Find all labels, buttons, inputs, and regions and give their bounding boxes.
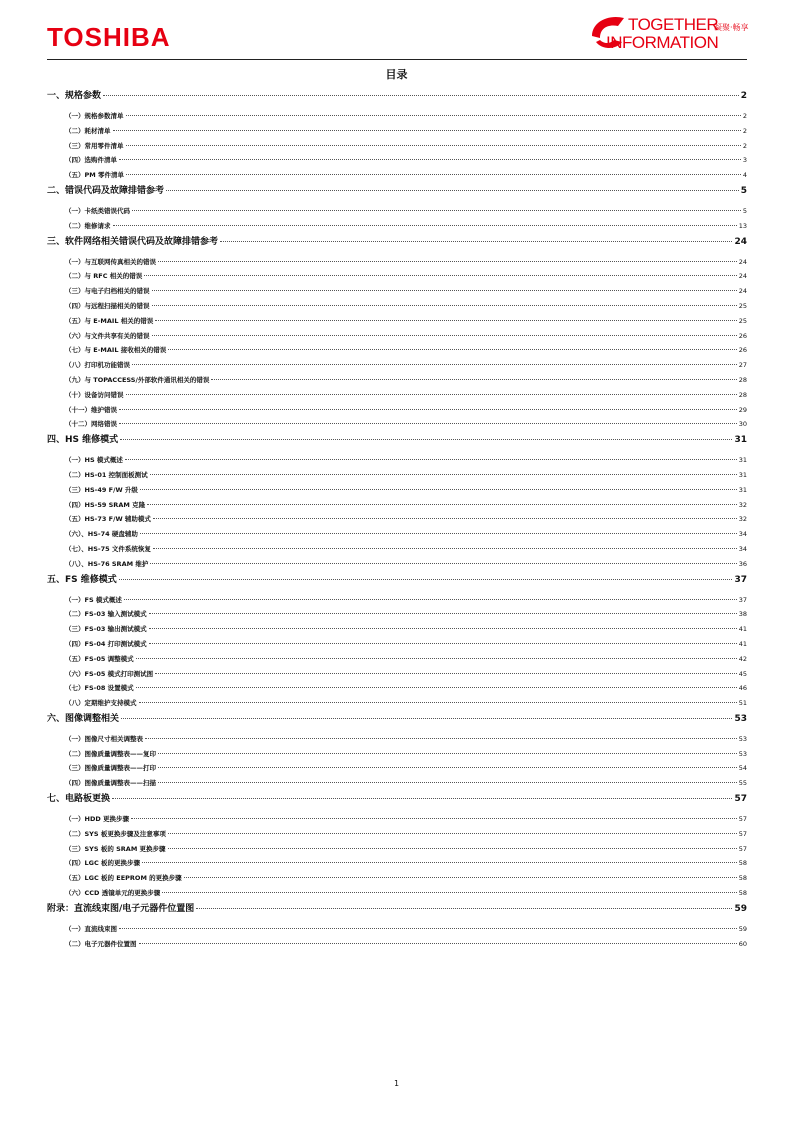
- dot-leader: [152, 335, 737, 336]
- together-text: TOGETHER: [628, 15, 719, 34]
- toc-entry[interactable]: [47, 827, 747, 842]
- dot-leader: [103, 95, 739, 96]
- toc-section[interactable]: [47, 433, 747, 447]
- toc-entry-page: 58: [738, 889, 747, 898]
- toc-entry-page: 51: [738, 699, 747, 708]
- toc-entry[interactable]: [47, 842, 747, 857]
- toc-entry[interactable]: [47, 761, 747, 776]
- dot-leader: [162, 892, 737, 893]
- dot-leader: [211, 379, 736, 380]
- toc-section[interactable]: [47, 573, 747, 587]
- toc-entry-page: 36: [738, 559, 747, 568]
- dot-leader: [168, 848, 737, 849]
- toc-entry-label: （四）与远程扫描相关的错误: [65, 301, 150, 310]
- toc-entry[interactable]: [47, 168, 747, 183]
- dot-leader: [168, 349, 736, 350]
- dot-leader: [149, 628, 737, 629]
- toc-entry-page: 45: [738, 669, 747, 678]
- toc-entry-page: 24: [738, 287, 747, 296]
- toc-entry-page: 34: [738, 530, 747, 539]
- toc-entry-label: （一）FS 模式概述: [65, 595, 122, 604]
- toc-entry[interactable]: [47, 527, 747, 542]
- toc-entry-label: （八）、HS-76 SRAM 维护: [65, 559, 149, 568]
- toc-entry[interactable]: [47, 124, 747, 139]
- toc-section-page: 31: [734, 435, 747, 446]
- dot-leader: [149, 613, 737, 614]
- toc-entry-label: （一）规格参数清单: [65, 112, 124, 120]
- toc-entry-page: 42: [738, 654, 747, 663]
- toc-section[interactable]: [47, 235, 747, 249]
- toc-entry-label: （五）HS-73 F/W 辅助模式: [65, 515, 151, 524]
- toc-entry[interactable]: [47, 696, 747, 711]
- toc-entry-page: 26: [738, 331, 747, 340]
- dot-leader: [119, 928, 737, 929]
- table-of-contents: [47, 88, 747, 951]
- toc-section[interactable]: [47, 712, 747, 726]
- dot-leader: [140, 533, 737, 534]
- toc-entry-label: （二）HS-01 控制面板测试: [65, 470, 148, 479]
- toc-entry[interactable]: [47, 314, 747, 329]
- together-cn-text: 凝聚·畅享: [714, 23, 749, 32]
- toc-entry-page: 34: [738, 544, 747, 553]
- toc-entry-label: （十）设备访问错误: [65, 390, 124, 399]
- toc-entry-page: 28: [738, 375, 747, 384]
- toc-entry-label: （二）FS-03 输入测试模式: [65, 610, 147, 619]
- toc-entry[interactable]: [47, 871, 747, 886]
- toc-entry-label: （三）SYS 板的 SRAM 更换步骤: [65, 844, 166, 853]
- toc-entry-page: 28: [738, 390, 747, 399]
- toc-entry[interactable]: [47, 776, 747, 791]
- toc-entry-label: （四）图像质量调整表——扫描: [65, 779, 156, 788]
- toc-section-label: 五、FS 维修模式: [47, 574, 117, 585]
- toc-section-label: 一、规格参数: [47, 91, 102, 101]
- toc-entry-page: 58: [738, 874, 747, 883]
- toc-entry-label: （四）LGC 板的更换步骤: [65, 859, 141, 868]
- toc-entry-page: 2: [742, 112, 747, 120]
- toc-entry-label: （六）与文件共享有关的错误: [65, 331, 150, 340]
- toc-entry-label: （六）CCD 透镜单元的更换步骤: [65, 889, 161, 898]
- toc-entry-page: 31: [738, 470, 747, 479]
- toc-entry-page: 32: [738, 500, 747, 509]
- toc-section-page: 59: [734, 903, 747, 914]
- toc-entry-label: （二）耗材清单: [65, 126, 111, 135]
- information-text: INFORMATION: [606, 33, 719, 52]
- toc-entry-page: 38: [738, 610, 747, 619]
- toc-section[interactable]: [47, 902, 747, 916]
- toc-entry-page: 54: [738, 764, 747, 773]
- toc-section-page: 37: [734, 574, 747, 585]
- toc-entry-page: 58: [738, 859, 747, 868]
- dot-leader: [119, 409, 737, 410]
- toc-entry[interactable]: [47, 139, 747, 154]
- toc-section-label: 四、HS 维修模式: [47, 435, 119, 446]
- toc-entry[interactable]: [47, 358, 747, 373]
- dot-leader: [119, 159, 741, 160]
- toc-entry[interactable]: [47, 388, 747, 403]
- dot-leader: [113, 225, 737, 226]
- toc-entry-label: （十二）网络错误: [65, 420, 117, 429]
- toc-entry-label: （四）FS-04 打印测试模式: [65, 639, 147, 648]
- toc-entry-label: （一）HS 模式概述: [65, 456, 123, 465]
- toc-section[interactable]: [47, 792, 747, 806]
- dot-leader: [140, 489, 737, 490]
- dot-leader: [168, 833, 737, 834]
- toc-entry[interactable]: [47, 417, 747, 432]
- dot-leader: [124, 599, 737, 600]
- toc-entry-page: 3: [742, 156, 747, 165]
- toc-entry-label: （一）图像尺寸相关调整表: [65, 734, 143, 743]
- toc-section-page: 2: [740, 91, 747, 101]
- toc-entry-page: 27: [738, 361, 747, 370]
- dot-leader: [126, 115, 741, 116]
- toc-entry[interactable]: [47, 284, 747, 299]
- dot-leader: [152, 305, 737, 306]
- dot-leader: [152, 290, 737, 291]
- toc-entry[interactable]: [47, 681, 747, 696]
- toc-entry[interactable]: [47, 856, 747, 871]
- toc-entry[interactable]: [47, 343, 747, 358]
- toc-entry-label: （七）FS-08 设置模式: [65, 684, 134, 693]
- toc-entry-page: 4: [742, 171, 747, 180]
- dot-leader: [126, 174, 741, 175]
- toc-entry-page: 31: [738, 485, 747, 494]
- toc-entry-page: 26: [738, 346, 747, 355]
- toc-entry[interactable]: [47, 269, 747, 284]
- toc-entry-label: （七）与 E-MAIL 接收相关的错误: [65, 346, 167, 355]
- toc-entry-label: （一）与互联网传真相关的错误: [65, 257, 156, 266]
- toc-entry[interactable]: [47, 403, 747, 418]
- toc-entry[interactable]: [47, 483, 747, 498]
- dot-leader: [166, 190, 739, 191]
- toc-entry-label: （五）FS-05 调整模式: [65, 654, 134, 663]
- dot-leader: [139, 943, 737, 944]
- toc-entry-page: 41: [738, 639, 747, 648]
- toc-entry[interactable]: [47, 109, 747, 124]
- toc-section-label: 六、图像调整相关: [47, 713, 120, 724]
- toc-entry-label: （七）、HS-75 文件系统恢复: [65, 544, 151, 553]
- toc-entry-label: （五）与 E-MAIL 相关的错误: [65, 316, 154, 325]
- toc-entry-page: 5: [742, 206, 747, 215]
- dot-leader: [158, 261, 737, 262]
- toc-entry-label: （一）卡纸类错误代码: [65, 206, 130, 215]
- dot-leader: [112, 798, 732, 799]
- toc-entry[interactable]: [47, 255, 747, 270]
- toc-entry-label: （八）定期维护支持模式: [65, 699, 137, 708]
- toc-section-label: 七、电路板更换: [47, 794, 111, 805]
- toc-entry-page: 25: [738, 301, 747, 310]
- toc-entry-label: （十一）维护错误: [65, 405, 117, 414]
- toc-entry[interactable]: [47, 498, 747, 513]
- dot-leader: [158, 782, 737, 783]
- toc-entry[interactable]: [47, 637, 747, 652]
- dot-leader: [196, 908, 732, 909]
- dot-leader: [139, 702, 737, 703]
- toc-entry-label: （三）常用零件清单: [65, 141, 124, 150]
- toc-section-label: 三、软件网络相关错误代码及故障排错参考: [47, 236, 219, 247]
- toc-entry[interactable]: [47, 667, 747, 682]
- toc-entry[interactable]: [47, 747, 747, 762]
- toc-entry-label: （八）打印机功能错误: [65, 361, 130, 370]
- toc-entry-label: （一）HDD 更换步骤: [65, 815, 129, 824]
- toc-entry-page: 60: [738, 939, 747, 948]
- dot-leader: [153, 518, 737, 519]
- toc-section-page: 57: [734, 794, 747, 805]
- toc-entry[interactable]: [47, 299, 747, 314]
- toc-entry-page: 53: [738, 734, 747, 743]
- toc-entry[interactable]: [47, 732, 747, 747]
- dot-leader: [150, 474, 737, 475]
- toc-section-page: 53: [734, 713, 747, 724]
- toc-entry-page: 41: [738, 625, 747, 634]
- toc-entry[interactable]: [47, 453, 747, 468]
- dot-leader: [132, 210, 741, 211]
- dot-leader: [220, 241, 732, 242]
- toc-entry-label: （二）维修请求: [65, 221, 111, 230]
- toc-entry[interactable]: [47, 512, 747, 527]
- header-divider: [47, 59, 747, 60]
- page-number: 1: [393, 1079, 400, 1088]
- toc-entry[interactable]: [47, 329, 747, 344]
- toc-entry[interactable]: [47, 922, 747, 937]
- toc-entry-label: （三）图像质量调整表——打印: [65, 764, 156, 773]
- toc-entry[interactable]: [47, 886, 747, 901]
- dot-leader: [158, 767, 737, 768]
- toc-entry[interactable]: [47, 652, 747, 667]
- dot-leader: [125, 459, 737, 460]
- toc-entry-label: （六）、HS-74 硬盘辅助: [65, 530, 138, 539]
- toc-entry-page: 57: [738, 815, 747, 824]
- toc-entry-label: （三）FS-03 输出测试模式: [65, 625, 147, 634]
- toc-entry-page: 13: [738, 221, 747, 230]
- toc-entry[interactable]: [47, 937, 747, 952]
- dot-leader: [136, 687, 737, 688]
- toc-section[interactable]: [47, 89, 747, 103]
- toc-entry[interactable]: [47, 607, 747, 622]
- dot-leader: [119, 423, 737, 424]
- dot-leader: [136, 658, 737, 659]
- toc-entry-label: （三）与电子归档相关的错误: [65, 287, 150, 296]
- toc-entry-label: （九）与 TOPACCESS/外部软件通讯相关的错误: [65, 375, 210, 384]
- toc-entry-label: （三）HS-49 F/W 升级: [65, 485, 138, 494]
- dot-leader: [150, 563, 736, 564]
- dot-leader: [153, 548, 737, 549]
- dot-leader: [119, 579, 733, 580]
- toc-entry-label: （一）直流线束图: [65, 924, 117, 933]
- toc-entry[interactable]: [47, 153, 747, 168]
- together-information-logo: [588, 12, 748, 52]
- toc-entry-label: （五）LGC 板的 EEPROM 的更换步骤: [65, 874, 182, 883]
- dot-leader: [132, 364, 737, 365]
- dot-leader: [149, 643, 737, 644]
- toshiba-logo: TOSHIBA: [47, 22, 171, 52]
- toc-entry-page: 24: [738, 257, 747, 266]
- toc-entry-page: 31: [738, 456, 747, 465]
- toc-entry-page: 2: [742, 126, 747, 135]
- dot-leader: [184, 877, 737, 878]
- dot-leader: [142, 862, 737, 863]
- toc-entry-page: 32: [738, 515, 747, 524]
- toc-entry-label: （二）SYS 板更换步骤及注意事项: [65, 829, 166, 838]
- dot-leader: [113, 130, 741, 131]
- dot-leader: [120, 439, 732, 440]
- toc-section-page: 5: [740, 185, 747, 196]
- toc-section[interactable]: [47, 184, 747, 198]
- toc-entry[interactable]: [47, 557, 747, 572]
- toc-entry-page: 59: [738, 924, 747, 933]
- toc-entry-page: 37: [738, 595, 747, 604]
- toc-entry[interactable]: [47, 593, 747, 608]
- dot-leader: [144, 275, 736, 276]
- toc-entry[interactable]: [47, 204, 747, 219]
- toc-entry[interactable]: [47, 373, 747, 388]
- toc-entry-page: 24: [738, 272, 747, 281]
- toc-section-page: 24: [734, 236, 747, 247]
- dot-leader: [155, 673, 737, 674]
- dot-leader: [126, 145, 741, 146]
- toc-entry-page: 30: [738, 420, 747, 429]
- toc-entry-page: 57: [738, 844, 747, 853]
- toc-entry-page: 46: [738, 684, 747, 693]
- toc-entry[interactable]: [47, 622, 747, 637]
- toc-entry-label: （二）与 RFC 相关的错误: [65, 272, 143, 281]
- toc-entry-page: 55: [738, 779, 747, 788]
- toc-entry[interactable]: [47, 812, 747, 827]
- toc-section-label: 附录：直流线束图/电子元器件位置图: [47, 903, 195, 914]
- toc-entry-page: 57: [738, 829, 747, 838]
- toc-entry-label: （五）PM 零件清单: [65, 171, 124, 180]
- toc-entry[interactable]: [47, 219, 747, 234]
- toc-entry-label: （四）选购件清单: [65, 156, 117, 165]
- dot-leader: [121, 718, 732, 719]
- toc-entry-label: （二）电子元器件位置图: [65, 939, 137, 948]
- toc-entry[interactable]: [47, 468, 747, 483]
- dot-leader: [126, 394, 737, 395]
- dot-leader: [147, 504, 737, 505]
- toc-entry-label: （六）FS-05 模式打印测试图: [65, 669, 154, 678]
- toc-entry[interactable]: [47, 542, 747, 557]
- toc-entry-label: （四）HS-59 SRAM 克隆: [65, 500, 146, 509]
- toc-entry-label: （二）图像质量调整表——复印: [65, 749, 156, 758]
- dot-leader: [155, 320, 736, 321]
- dot-leader: [145, 738, 737, 739]
- toc-entry-page: 2: [742, 141, 747, 150]
- toc-title: 目录: [385, 68, 408, 81]
- toc-entry-page: 25: [738, 316, 747, 325]
- toc-entry-page: 53: [738, 749, 747, 758]
- dot-leader: [158, 753, 737, 754]
- page-header: [0, 0, 793, 60]
- toc-entry-page: 29: [738, 405, 747, 414]
- dot-leader: [131, 818, 737, 819]
- toc-section-label: 二、错误代码及故障排错参考: [47, 185, 165, 196]
